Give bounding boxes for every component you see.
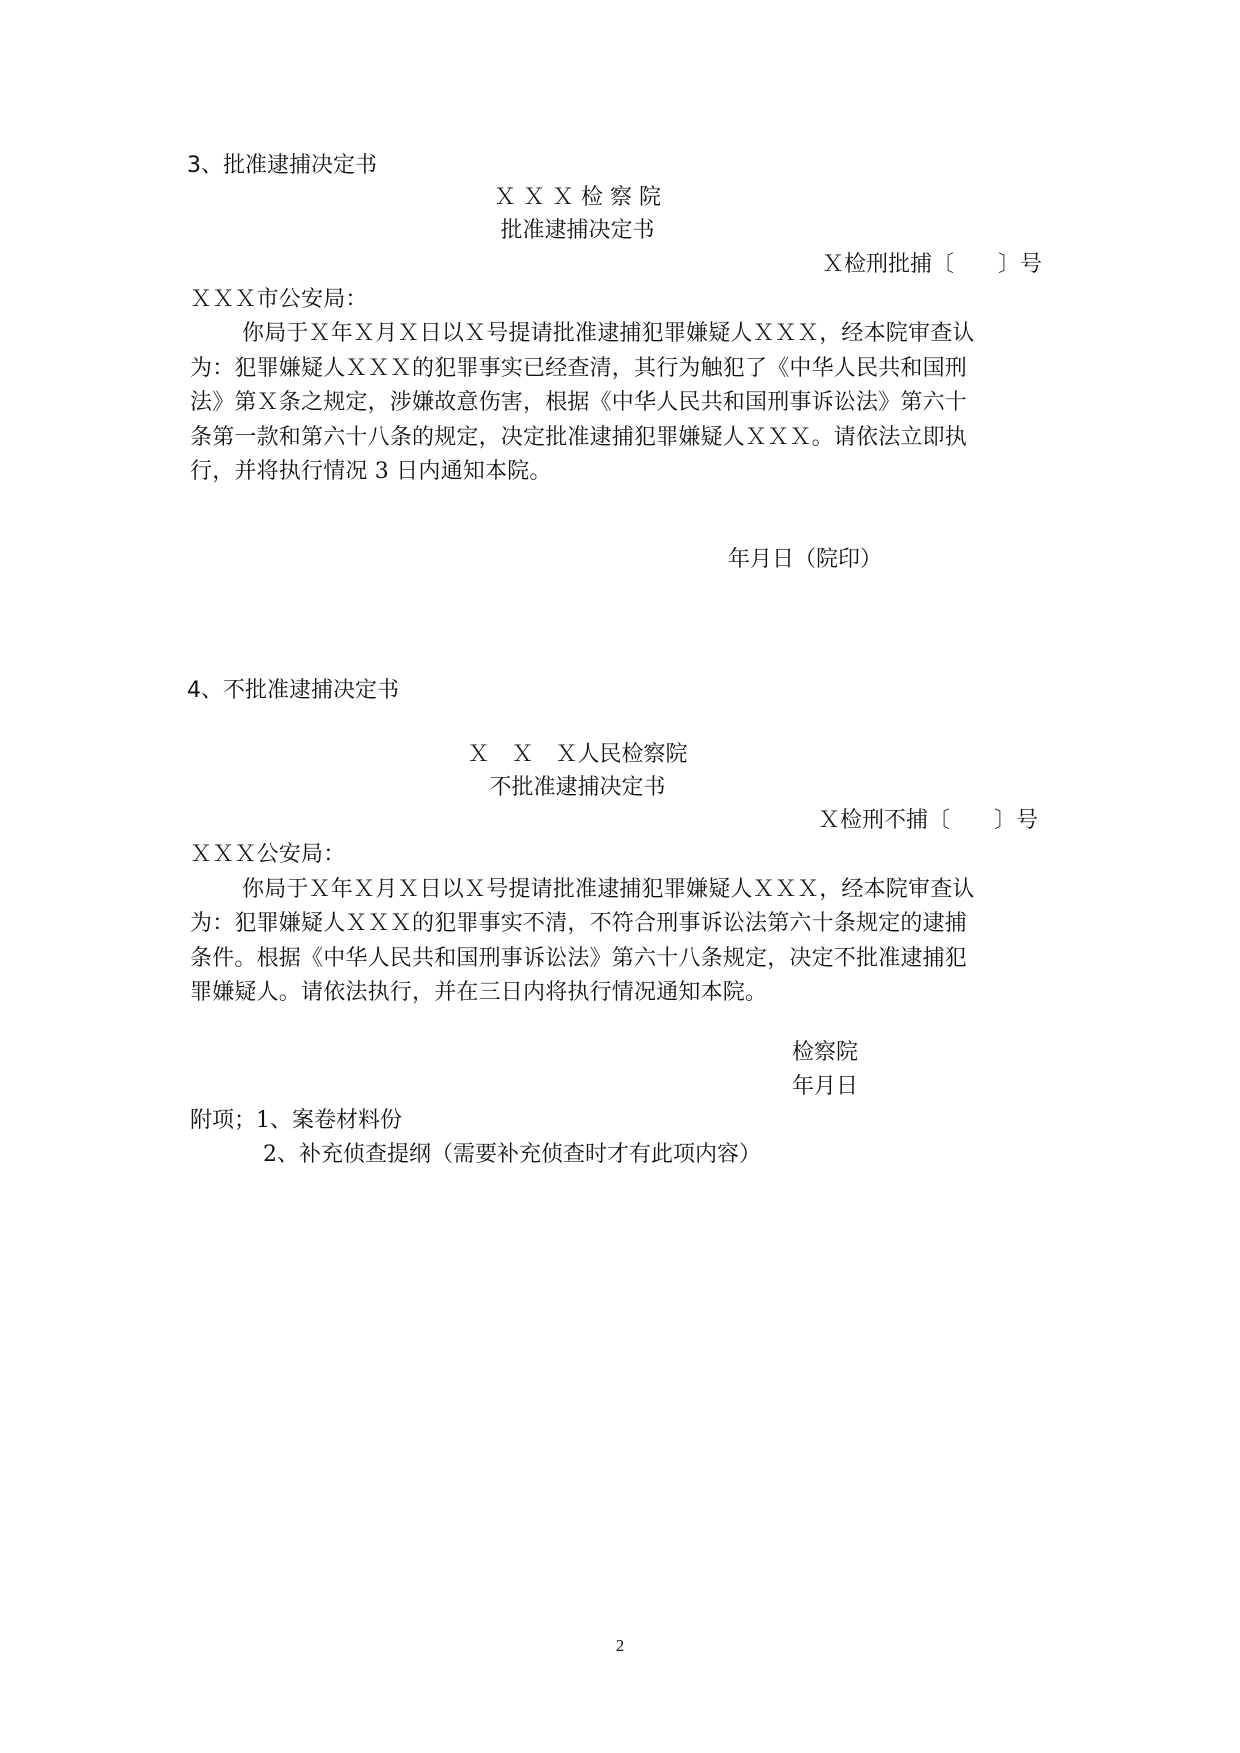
section4-org: Ｘ Ｘ Ｘ人民检察院 — [467, 742, 688, 767]
page-number: 2 — [615, 1636, 625, 1655]
section4-attachments: 附项；1、案卷材料份 — [190, 1108, 402, 1133]
section3-body-line: 条第一款和第六十八条的规定，决定批准逮捕犯罪嫌疑人ＸＸＸ。请依法立即执 — [190, 425, 968, 450]
section3-title: 批准逮捕决定书 — [500, 218, 655, 243]
section4-doc-number: Ｘ检刑不捕〔 〕号 — [818, 808, 1039, 833]
section3-date-seal: 年月日（院印） — [728, 547, 883, 572]
section4-body-line: 条件。根据《中华人民共和国刑事诉讼法》第六十八条规定，决定不批准逮捕犯 — [190, 946, 968, 971]
section4-addressee: ＸＸＸ公安局： — [190, 842, 346, 867]
section4-signature: 检察院 — [792, 1040, 859, 1065]
section4-heading: 4、不批准逮捕决定书 — [187, 678, 399, 703]
section4-date: 年月日 — [792, 1074, 859, 1099]
section3-heading: 3、批准逮捕决定书 — [187, 153, 377, 178]
section3-body-line: 你局于Ｘ年Ｘ月Ｘ日以Ｘ号提请批准逮捕犯罪嫌疑人ＸＸＸ，经本院审查认 — [242, 321, 975, 346]
section4-title: 不批准逮捕决定书 — [489, 775, 666, 800]
section3-doc-number: Ｘ检刑批捕〔 〕号 — [822, 252, 1043, 277]
section4-body-line: 你局于Ｘ年Ｘ月Ｘ日以Ｘ号提请批准逮捕犯罪嫌疑人ＸＸＸ，经本院审查认 — [242, 877, 975, 902]
section3-body-line: 为：犯罪嫌疑人ＸＸＸ的犯罪事实已经查清，其行为触犯了《中华人民共和国刑 — [190, 356, 968, 381]
section4-body-line: 罪嫌疑人。请依法执行，并在三日内将执行情况通知本院。 — [190, 980, 768, 1005]
section3-org: Ｘ Ｘ Ｘ 检 察 院 — [494, 185, 661, 210]
section4-attachment-2: 2、补充侦查提纲（需要补充侦查时才有此项内容） — [263, 1142, 761, 1167]
section3-addressee: ＸＸＸ市公安局： — [190, 287, 368, 312]
section4-body-line: 为：犯罪嫌疑人ＸＸＸ的犯罪事实不清，不符合刑事诉讼法第六十条规定的逮捕 — [190, 911, 968, 936]
section3-body-line: 行，并将执行情况 3 日内通知本院。 — [190, 459, 552, 484]
section3-body-line: 法》第Ｘ条之规定，涉嫌故意伤害，根据《中华人民共和国刑事诉讼法》第六十 — [190, 390, 968, 415]
